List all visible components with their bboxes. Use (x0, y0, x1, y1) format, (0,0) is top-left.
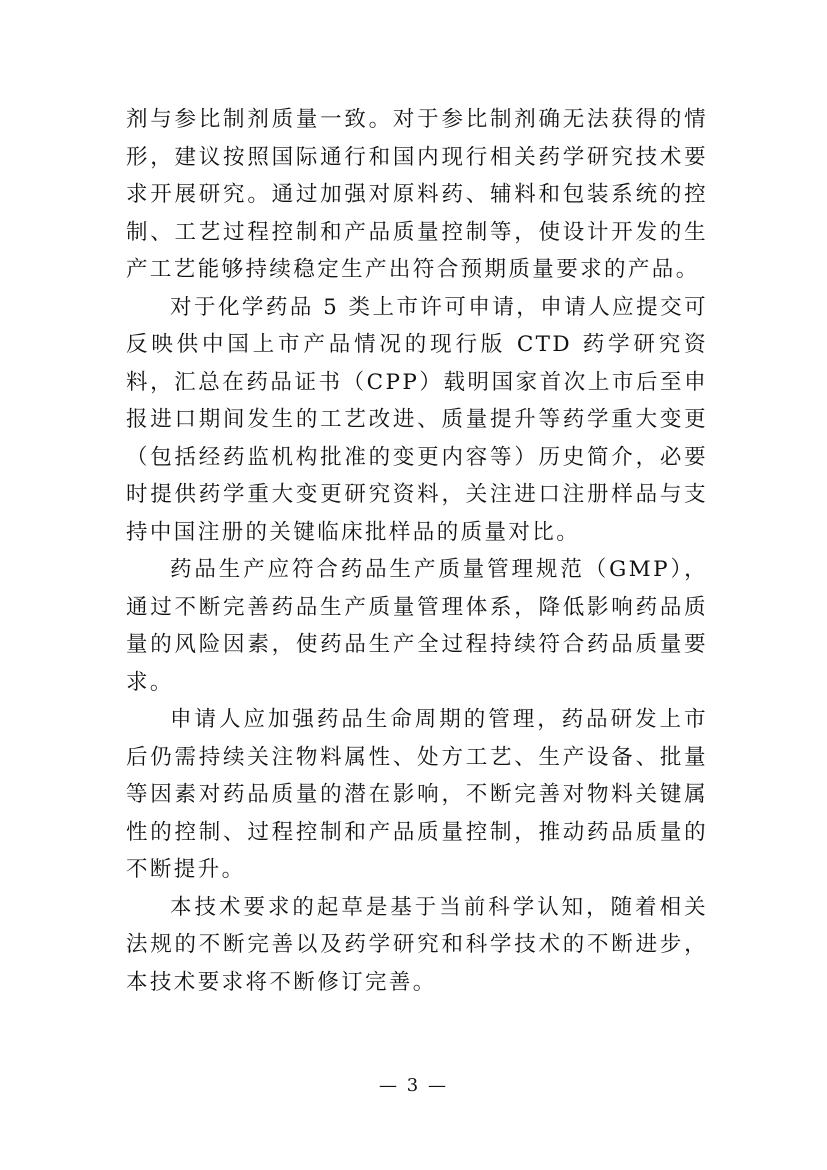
document-body (126, 101, 708, 1001)
page-number: — 3 — (379, 1075, 448, 1096)
paragraph-lifecycle-management: 申请人应加强药品生命周期的管理，药品研发上市后仍需持续关注物料属性、处方工艺、生产设备、批量等因素对药品质量的潜在影响，不断完善对物料关键属性的控制、过程控制和产品质量控制，推动药品质量的不断提升。 (126, 707, 708, 882)
paragraph-class5-application: 对于化学药品 5 类上市许可申请，申请人应提交可反映供中国上市产品情况的现行版 CTD 药学研究资料，汇总在药品证书（CPP）载明国家首次上市后至申报进口期间发生的工艺改进、质量提升等药学重大变更（包括经药监机构批准的变更内容等）历史简介，必要时提供药学重大变更研究资料，关注进口注册样品与支持中国注册的关键临床批样品的质量对比。 (126, 294, 708, 545)
paragraph-reference-preparation: 剂与参比制剂质量一致。对于参比制剂确无法获得的情形，建议按照国际通行和国内现行相关药学研究技术要求开展研究。通过加强对原料药、辅料和包装系统的控制、工艺过程控制和产品质量控制等，使设计开发的生产工艺能够持续稳定生产出符合预期质量要求的产品。 (126, 107, 708, 282)
paragraph-revision-note: 本技术要求的起草是基于当前科学认知，随着相关法规的不断完善以及药学研究和科学技术的不断进步，本技术要求将不断修订完善。 (126, 894, 708, 995)
paragraph-gmp-compliance: 药品生产应符合药品生产质量管理规范（GMP），通过不断完善药品生产质量管理体系，降低影响药品质量的风险因素，使药品生产全过程持续符合药品质量要求。 (126, 557, 708, 695)
